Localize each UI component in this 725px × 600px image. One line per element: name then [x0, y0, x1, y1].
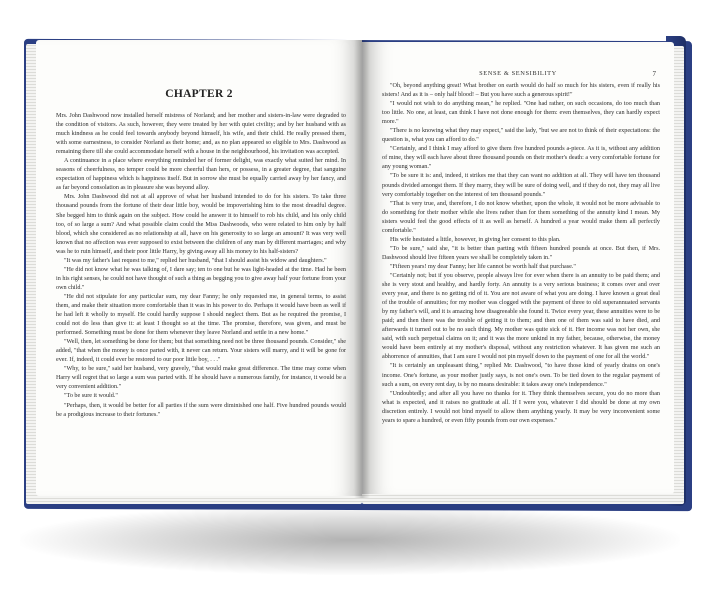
- chapter-title: CHAPTER 2: [165, 88, 233, 100]
- paragraph: "Undoubtedly; and after all you have no thanks for it. They think themselves secure, you do no more than what is expected, and it raises no gratitude at all. If I were you, whatever I did should be done at my own discretion entirely. I would not bind myself to allow them anything yearly. It may be very inconvenient some years to spare a hundred, or even fifty pounds from our own expenses.": [382, 390, 660, 424]
- book-shadow: [20, 505, 680, 575]
- paragraph: "Fifteen years! my dear Fanny; her life cannot be worth half that purchase.": [390, 263, 576, 270]
- paragraph: "To be sure it would.": [64, 393, 118, 400]
- paragraph: A continuance in a place where everything reminded her of former delight, was exactly what suited her mind. In seasons of cheerfulness, no temper could be more cheerful than hers, or possess, in a greater degree, that sanguine expectation of happiness which is happiness itself. But in sorrow she must be equally carried away by her fancy, and as far beyond consolation as in pleasure she was beyond alloy.: [56, 158, 346, 192]
- paragraph: "To be sure," said she, "it is better than parting with fifteen hundred pounds at once. But then, if Mrs. Dashwood should live fifteen years we shall be completely taken in.": [382, 245, 660, 261]
- paragraph: Mrs. John Dashwood now installed herself mistress of Norland; and her mother and sisters-in-law were degraded to the condition of visitors. As such, however, they were treated by her with quiet civility; and by her husband with as much kindness as he could feel towards anybody beyond himself, his wife, and their child. He really pressed them, with some earnestness, to consider Norland as their home; and, as no plan appeared so eligible to Mrs. Dashwood as remaining there till she could accommodate herself with a house in the neighbourhood, his invitation was accepted.: [56, 113, 346, 156]
- paragraph: "It is certainly an unpleasant thing," replied Mr. Dashwood, "to have those kind of yearly drains on one's income. One's fortune, as your mother justly says, is not one's own. To be tied down to the regular payment of such a sum, on every rent day, is by no means desirable: it takes away one's independence.": [382, 363, 660, 388]
- right-page-text: [382, 82, 660, 426]
- paragraph: "He did not know what he was talking of, I dare say; ten to one but he was light-headed at the time. Had he been in his right senses, he could not have thought of such a thing as begging you to give away half your fortune from your own child.": [56, 266, 346, 291]
- paragraph: Mrs. John Dashwood did not at all approve of what her husband intended to do for his sisters. To take three thousand pounds from the fortune of their dear little boy, would be impoverishing him to the most dreadful degree. She begged him to think again on the subject. How could he answer it to himself to rob his child, and his only child too, of so large a sum? And what possible claim could the Miss Dashwoods, who were related to him only by half blood, which she considered as no relationship at all, have on his generosity to so large an amount? It was very well known that no affection was ever supposed to exist between the children of any man by different marriages; and why was he to ruin himself, and their poor little Harry, by giving away all his money to his half-sisters?: [56, 194, 346, 255]
- left-page-text: [56, 112, 346, 420]
- paragraph: "That is very true, and, therefore, I do not know whether, upon the whole, it would not be more advisable to do something for their mother while she lives rather than for them something of the annuity kind I mean. My sisters would feel the good effects of it as well as herself. A hundred a year would make them all perfectly comfortable.": [382, 200, 660, 234]
- paragraph: His wife hesitated a little, however, in giving her consent to this plan.: [390, 236, 561, 243]
- paragraph: "I would not wish to do anything mean," he replied. "One had rather, on such occasions, do too much than too little. No one, at least, can think I have not done enough for them: even themselves, they can hardly expect more.": [382, 101, 660, 126]
- paragraph: "Certainly not; but if you observe, people always live for ever when there is an annuity to be paid them; and she is very stout and healthy, and hardly forty. An annuity is a very serious business; it comes over and over every year, and there is no getting rid of it. You are not aware of what you are doing. I have known a great deal of the trouble of annuities; for my mother was clogged with the payment of three to old superannuated servants by my father's will, and it is amazing how disagreeable she found it. Twice every year, these annuities were to be paid; and then there was the trouble of getting it to them; and then one of them was said to have died, and afterwards it turned out to be no such thing. My mother was quite sick of it. Her income was not her own, she said, with such perpetual claims on it; and it was the more unkind in my father, because, otherwise, the money would have been entirely at my mother's disposal, without any restriction whatever. It has given me such an abhorrence of annuities, that I am sure I would not pin myself down to the payment of one for all the world.": [382, 272, 660, 361]
- paragraph: "Well, then, let something be done for them; but that something need not be three thousand pounds. Consider," she added, "that when the money is once parted with, it never can return. Your sisters will marry, and it will be gone for ever. If, indeed, it could ever be restored to our poor little boy, . . .": [56, 339, 346, 364]
- paragraph: "There is no knowing what they may expect," said the lady, "but we are not to think of their expectations: the question is, what you can afford to do.": [382, 128, 660, 144]
- paragraph: "Certainly, and I think I may afford to give them five hundred pounds a-piece. As it is, without any addition of mine, they will each have about three thousand pounds on their mother's death: a very comfortable fortune for any young woman.": [382, 146, 660, 171]
- left-page: [36, 40, 362, 496]
- paragraph: "Perhaps, then, it would be better for all parties if the sum were diminished one half. Five hundred pounds would be a prodigious increase to their fortunes.": [56, 402, 346, 418]
- running-head: SENSE & SENSIBILITY: [479, 70, 557, 77]
- right-page: [362, 42, 674, 494]
- paragraph: "Why, to be sure," said her husband, very gravely, "that would make great difference. The time may come when Harry will regret that so large a sum was parted with. If he should have a numerous family, for instance, it would be a very convenient addition.": [56, 366, 346, 391]
- page-number: 7: [652, 70, 656, 78]
- paragraph: "Oh, beyond anything great! What brother on earth would do half so much for his sisters, even if really his sisters! And as it is – only half blood! – But you have such a generous spirit!": [382, 83, 660, 99]
- paragraph: "He did not stipulate for any particular sum, my dear Fanny; he only requested me, in general terms, to assist them, and make their situation more comfortable than it was in his power to do. Perhaps it would have been as well if he had left it wholly to myself. He could hardly suppose I should neglect them. But as he required the promise, I could not do less than give it: at least I thought so at the time. The promise, therefore, was given, and must be performed. Something must be done for them whenever they leave Norland and settle in a new home.": [56, 293, 346, 337]
- paragraph: "To be sure it is: and, indeed, it strikes me that they can want no addition at all. They will have ten thousand pounds divided amongst them. If they marry, they will be sure of doing well, and if they do not, they may all live very comfortably together on the interest of ten thousand pounds.": [382, 173, 660, 198]
- paragraph: "It was my father's last request to me," replied her husband, "that I should assist his widow and daughters.": [64, 257, 327, 264]
